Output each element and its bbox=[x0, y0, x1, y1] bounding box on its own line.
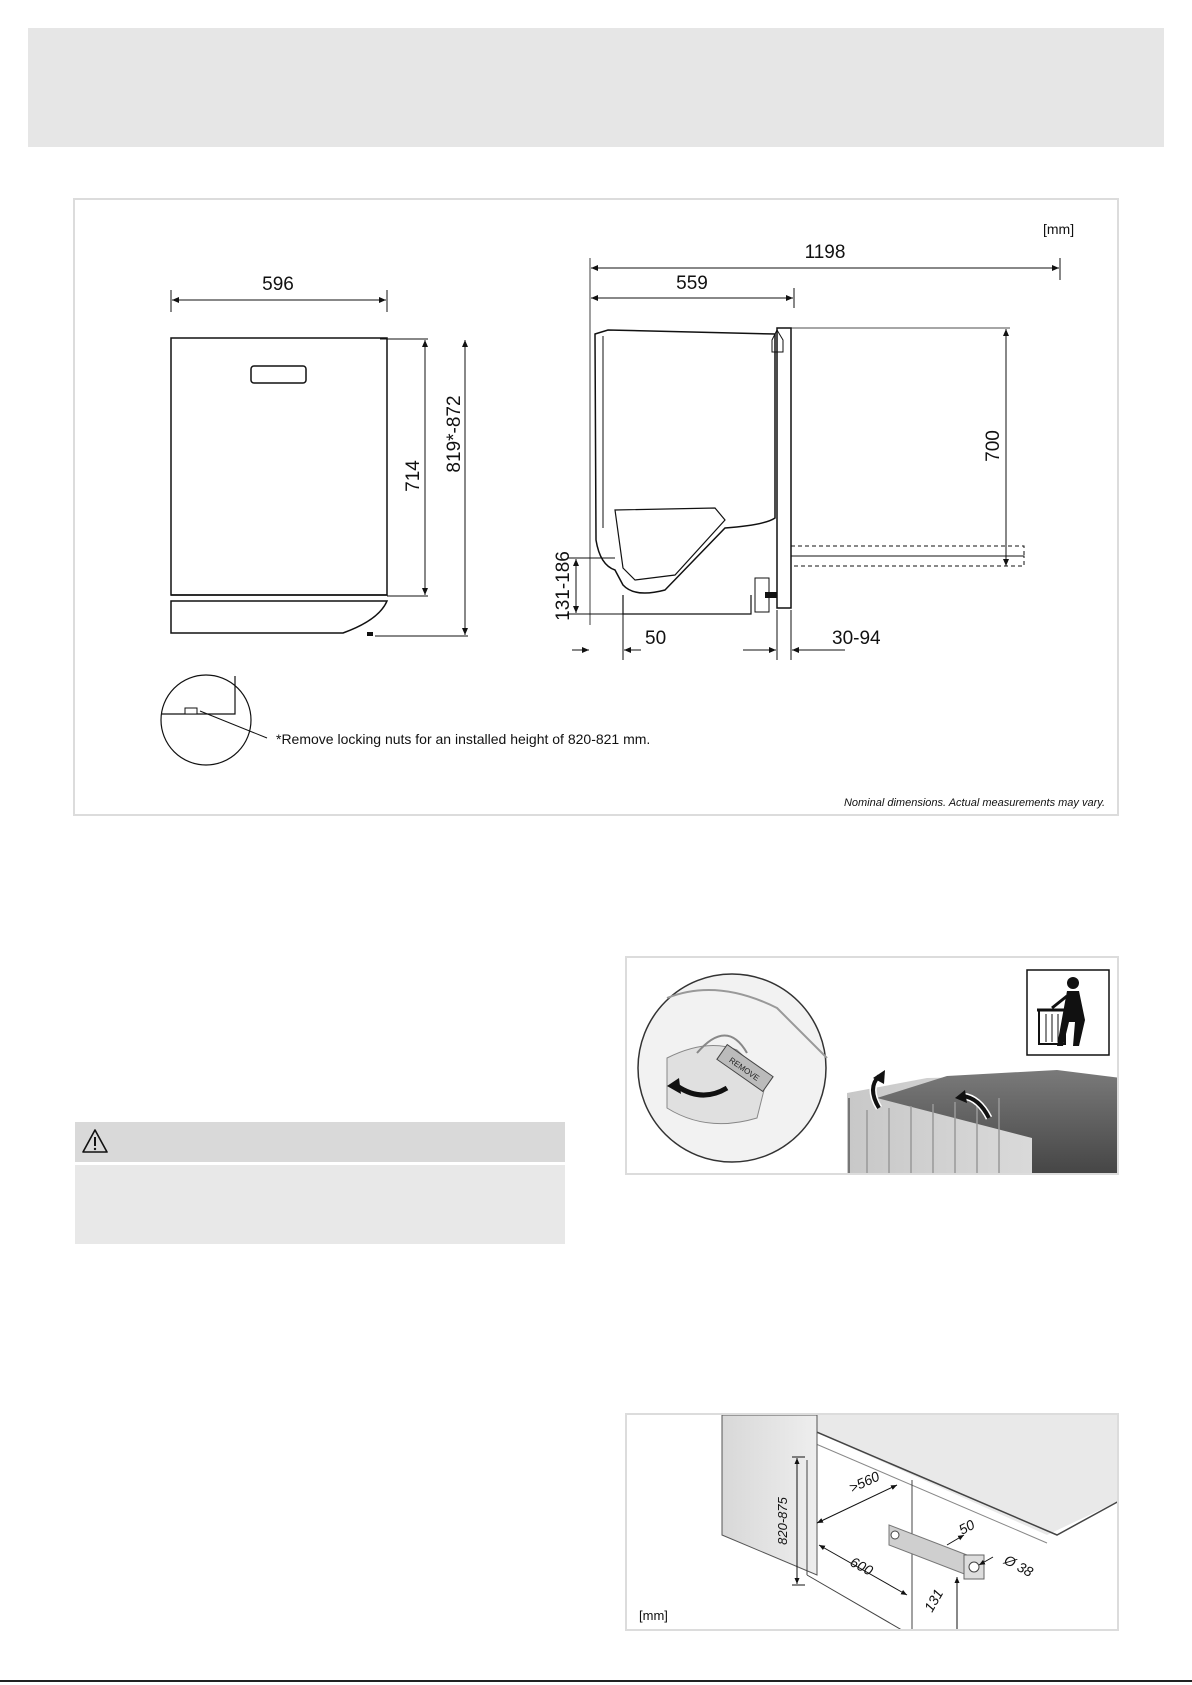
installation-niche-diagram bbox=[625, 1413, 1119, 1631]
trash-disposal-icon bbox=[1027, 970, 1109, 1055]
height-label: 700 bbox=[983, 430, 1004, 462]
footer-rule bbox=[0, 1680, 1192, 1682]
locking-nut-detail bbox=[161, 675, 650, 765]
total-depth-label: 1198 bbox=[804, 242, 846, 263]
plinth bbox=[171, 601, 387, 633]
total-height-label: 819*-872 bbox=[444, 395, 465, 473]
dimensions-svg bbox=[75, 200, 1121, 818]
door-height-label: 714 bbox=[403, 460, 424, 492]
warning-triangle-icon bbox=[75, 1122, 115, 1162]
hole-diameter-label: Ø 38 bbox=[1001, 1551, 1036, 1580]
door-handle bbox=[251, 366, 306, 383]
dimensions-diagram bbox=[73, 198, 1119, 816]
caution-header bbox=[75, 1122, 565, 1162]
caution-body bbox=[75, 1165, 565, 1244]
disclaimer-text: Nominal dimensions. Actual measurements may vary. bbox=[843, 797, 1105, 809]
depth-label: 559 bbox=[676, 273, 708, 294]
hole-offset-label: 50 bbox=[955, 1516, 978, 1538]
remove-illustration-svg bbox=[627, 958, 1119, 1175]
door-gap-label: 30-94 bbox=[832, 628, 881, 649]
niche-svg bbox=[627, 1415, 1119, 1631]
hole-height-label: 131 bbox=[920, 1586, 947, 1615]
remove-transport-lock-illustration bbox=[625, 956, 1119, 1175]
header-band bbox=[28, 28, 1164, 147]
front-width-label: 596 bbox=[262, 274, 294, 295]
front-view bbox=[171, 274, 468, 636]
door-profile bbox=[777, 328, 791, 608]
side-view bbox=[553, 242, 1060, 660]
plinth-height-label: 131-186 bbox=[553, 551, 574, 621]
niche-height-label: 820-875 bbox=[775, 1497, 790, 1545]
locking-nut-note: *Remove locking nuts for an installed height of 820-821 mm. bbox=[276, 731, 651, 747]
unit-label-mm: [mm] bbox=[1043, 221, 1075, 237]
niche-unit-label: [mm] bbox=[639, 1608, 668, 1623]
foot-offset-label: 50 bbox=[645, 628, 667, 649]
niche-depth-label: >560 bbox=[846, 1467, 882, 1496]
niche-width-label: 600 bbox=[847, 1553, 876, 1579]
remove-tab-label: REMOVE bbox=[727, 1055, 761, 1083]
